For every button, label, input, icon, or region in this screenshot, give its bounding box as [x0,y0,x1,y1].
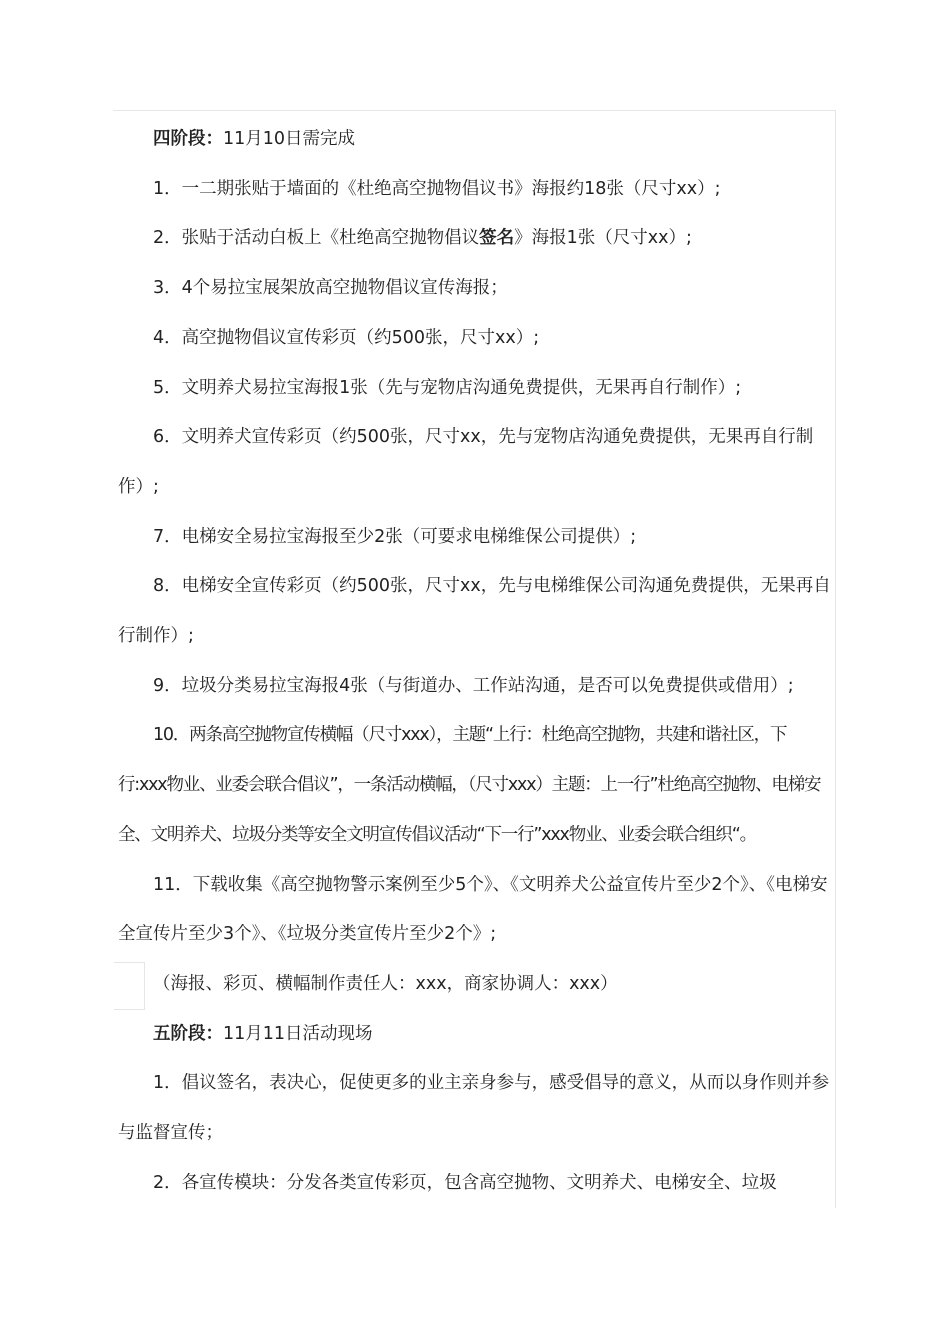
stage-5-title: 五阶段： [153,1023,223,1044]
responsibility-note-row [118,960,834,1010]
stage-4-item-10: 10．两条高空抛物宣传横幅（尺寸xxx），主题“上行：杜绝高空抛物，共建和谐社区，下行:xxx物业、业委会联合倡议”，一条活动横幅，（尺寸xxx）主题：上一行”杜绝高空抛物、电梯安全、文明养犬、垃圾分类等安全文明宣传倡议活动“下一行”xxx物业、业委会联合组织“。 [118,725,821,845]
stage-4-item-4: 4．高空抛物倡议宣传彩页（约500张，尺寸xx）; [153,327,540,348]
stage-4-item-11: 11．下载收集《高空抛物警示案例至少5个》、《文明养犬公益宣传片至少2个》、《电梯安全宣传片至少3个》、《垃圾分类宣传片至少2个》; [118,874,828,945]
stage-4-item-6: 6．文明养犬宣传彩页（约500张，尺寸xx，先与宠物店沟通免费提供，无果再自行制作）; [118,427,814,497]
stage-5-item-2: 2．各宣传模块：分发各类宣传彩页，包含高空抛物、文明养犬、电梯安全、垃圾 [153,1172,777,1193]
stage-4-item-2 [118,214,834,264]
stage-4-item-3: 3．4个易拉宝展架放高空抛物倡议宣传海报； [153,278,508,299]
page-frame-top [113,110,836,111]
stage-4-date: 11月10日需完成 [223,129,356,149]
stage-4-item-1: 1．一二期张贴于墙面的《杜绝高空抛物倡议书》海报约18张（尺寸xx）; [153,178,721,199]
item-2-bold: 签名 [479,228,515,249]
item-2-text-b: 》海报1张（尺寸xx）; [514,228,692,249]
page-frame-right [835,110,836,1208]
note-box [114,962,145,1010]
stage-5-item-1: 1．倡议签名，表决心，促使更多的业主亲身参与，感受倡导的意义，从而以身作则并参与监督宣传； [118,1073,830,1144]
document-body [118,115,834,1208]
stage-4-item-8: 8．电梯安全宣传彩页（约500张，尺寸xx，先与电梯维保公司沟通免费提供，无果再自行制作）; [118,576,831,647]
stage-4-heading [118,115,834,165]
stage-5-heading [118,1010,834,1060]
stage-4-title: 四阶段： [153,129,223,149]
responsibility-note: （海报、彩页、横幅制作责任人：xxx，商家协调人：xxx） [153,973,618,994]
stage-4-item-5: 5．文明养犬易拉宝海报1张（先与宠物店沟通免费提供，无果再自行制作）; [153,377,742,398]
stage-4-item-7: 7．电梯安全易拉宝海报至少2张（可要求电梯维保公司提供）; [153,526,637,547]
stage-5-date: 11月11日活动现场 [223,1023,373,1044]
stage-4-item-9: 9．垃圾分类易拉宝海报4张（与街道办、工作站沟通，是否可以免费提供或借用）; [153,675,794,696]
item-2-text-a: 2．张贴于活动白板上《杜绝高空抛物倡议 [153,228,480,249]
